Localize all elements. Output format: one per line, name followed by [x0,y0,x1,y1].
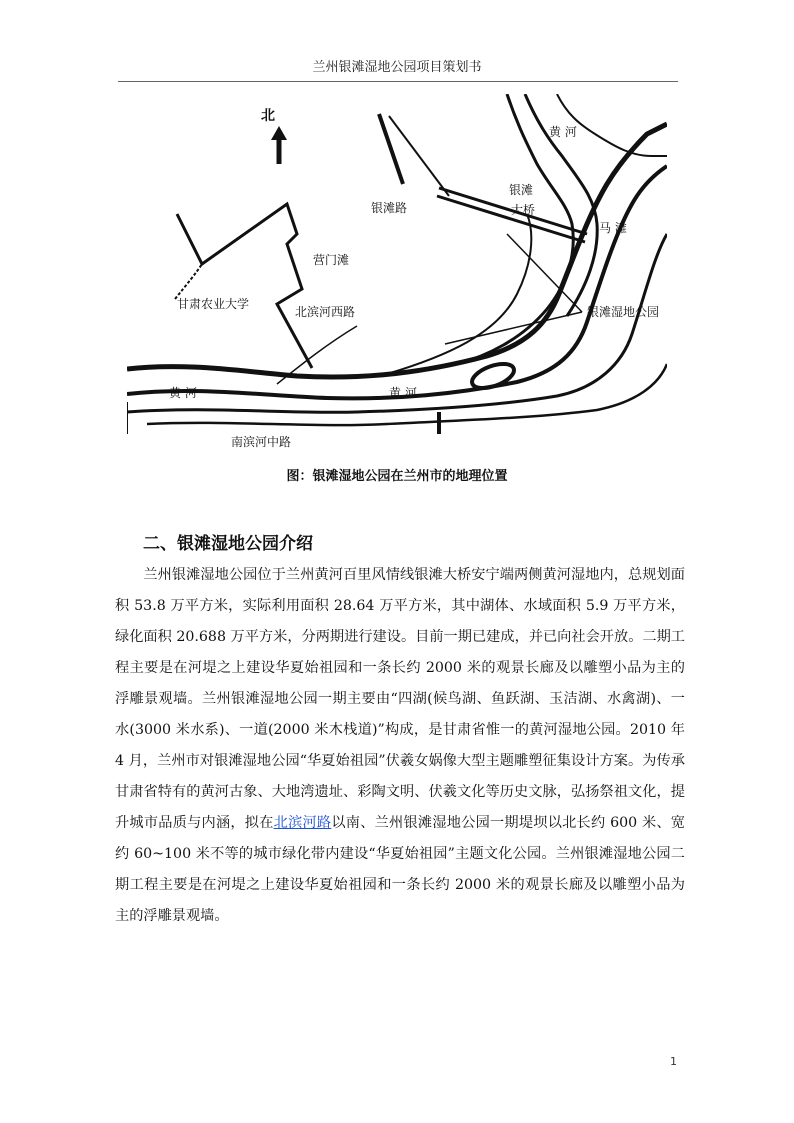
map-label-yingmentan: 营门滩 [313,253,350,267]
paragraph-text-2: 以南、兰州银滩湿地公园一期堤坝以北长约 600 米、宽约 60~100 米不等的城市绿化带内建设“华夏始祖园”主题文化公园。兰州银滩湿地公园二期工程主要是在河堤之上建设华夏始祖园和一条长约 2000 米的观景长廊及以雕塑小品为主的浮雕景观墙。 [115,815,685,924]
map-label-north: 北 [261,108,275,124]
figure-caption: 图：银滩湿地公园在兰州市的地理位置 [286,469,508,484]
map-label-yintan-road: 银滩路 [371,201,408,215]
map-label-park: 银滩湿地公园 [587,305,660,319]
body-paragraph [115,560,685,932]
beibinhe-road-link[interactable]: 北滨河路 [273,815,332,831]
location-map [127,94,667,449]
map-label-matan: 马 滩 [599,221,627,235]
map-label-huanghe-mid: 黄 河 [389,386,417,400]
map-label-bridge-1: 银滩 [509,183,534,197]
map-label-nanbinhe: 南滨河中路 [231,435,292,449]
page-number: 1 [670,1055,677,1068]
map-label-beibinhe-west: 北滨河西路 [295,305,356,319]
page-header: 兰州银滩湿地公园项目策划书 [312,60,482,75]
section-heading: 二、银滩湿地公园介绍 [143,534,313,554]
map-label-huanghe-upper: 黄 河 [549,125,577,139]
map-label-huanghe-left: 黄 河 [169,386,197,400]
map-label-university: 甘肃农业大学 [177,297,250,311]
paragraph-text-1: 兰州银滩湿地公园位于兰州黄河百里风情线银滩大桥安宁端两侧黄河湿地内，总规划面积 53.8 万平方米，实际利用面积 28.64 万平方米，其中湖体、水域面积 5.9 万平方米，绿化面积 20.688 万平方米，分两期进行建设。目前一期已建成，并已向社会开放。二期工程主要是在河堤之上建设华夏始祖园和一条长约 2000 米的观景长廊及以雕塑小品为主的浮雕景观墙。兰州银滩湿地公园一期主要由“四湖(候鸟湖、鱼跃湖、玉洁湖、水禽湖)、一水(3000 米水系)、一道(2000 米木栈道)”构成，是甘肃省惟一的黄河湿地公园。2010 年 4 月，兰州市对银滩湿地公园“华夏始祖园”伏羲女娲像大型主题雕塑征集设计方案。为传承甘肃省特有的黄河古象、大地湾遗址、彩陶文明、伏羲文化等历史文脉，弘扬祭祖文化，提升城市品质与内涵，拟在 [115,567,685,831]
header-divider [118,81,678,82]
map-label-bridge-2: 大桥 [511,203,536,217]
